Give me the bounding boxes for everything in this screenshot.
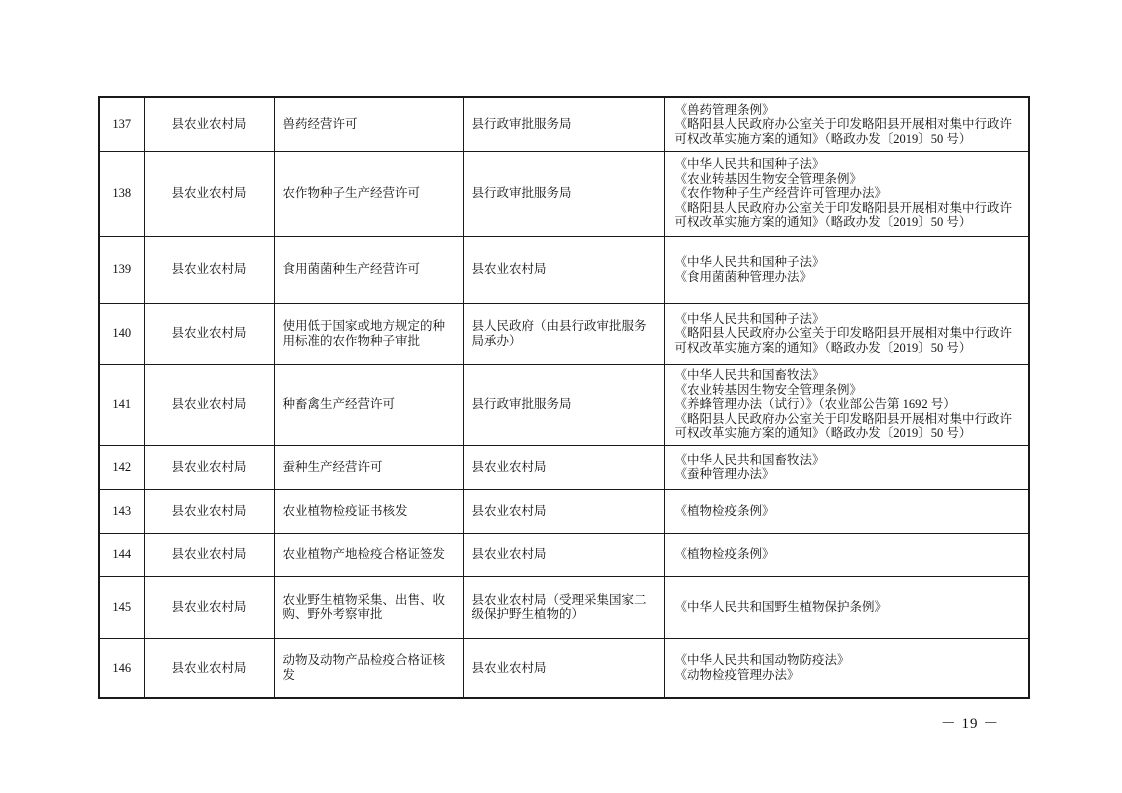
legal-basis-line: 《略阳县人民政府办公室关于印发略阳县开展相对集中行政许可权改革实施方案的通知》（略政办发〔2019〕50 号） (674, 117, 1013, 146)
legal-basis-cell (664, 97, 1029, 151)
table-row (99, 364, 1029, 445)
legal-basis-cell (664, 638, 1029, 698)
row-number: 146 (99, 638, 144, 698)
table-row (99, 445, 1029, 489)
legal-basis-line: 《养蜂管理办法（试行）》（农业部公告第 1692 号） (674, 397, 956, 412)
department-cell: 县农业农村局 (144, 533, 274, 576)
legal-basis-line: 《农作物种子生产经营许可管理办法》 (674, 186, 888, 201)
legal-basis-line: 《食用菌菌种管理办法》 (674, 269, 813, 284)
legal-basis-line: 《略阳县人民政府办公室关于印发略阳县开展相对集中行政许可权改革实施方案的通知》（略政办发〔2019〕50 号） (674, 411, 1013, 441)
department-cell: 县农业农村局 (144, 151, 274, 236)
legal-basis-cell (664, 364, 1029, 445)
legal-basis-line: 《中华人民共和国野生植物保护条例》 (674, 599, 888, 614)
row-number: 145 (99, 576, 144, 638)
legal-basis-cell (664, 576, 1029, 638)
legal-basis-cell (664, 151, 1029, 236)
implementing-agency-cell: 县行政审批服务局 (463, 97, 664, 151)
row-number: 143 (99, 489, 144, 533)
row-number: 139 (99, 236, 144, 303)
implementing-agency-cell: 县行政审批服务局 (463, 364, 664, 445)
department-cell: 县农业农村局 (144, 489, 274, 533)
table-row (99, 236, 1029, 303)
legal-basis-cell (664, 489, 1029, 533)
item-name-cell: 使用低于国家或地方规定的种用标准的农作物种子审批 (274, 303, 463, 364)
table-row (99, 303, 1029, 364)
legal-basis-line: 《农业转基因生物安全管理条例》 (674, 382, 863, 397)
table-row (99, 151, 1029, 236)
table-row (99, 97, 1029, 151)
legal-basis-line: 《蚕种管理办法》 (674, 467, 775, 481)
legal-basis-line: 《中华人民共和国种子法》 (674, 255, 825, 269)
department-cell: 县农业农村局 (144, 445, 274, 489)
item-name-cell: 食用菌菌种生产经营许可 (274, 236, 463, 303)
table-row (99, 533, 1029, 576)
department-cell: 县农业农村局 (144, 576, 274, 638)
department-cell: 县农业农村局 (144, 97, 274, 151)
row-number: 138 (99, 151, 144, 236)
implementing-agency-cell: 县人民政府（由县行政审批服务局承办） (463, 303, 664, 364)
approval-items-table (98, 96, 1030, 699)
department-cell: 县农业农村局 (144, 303, 274, 364)
item-name-cell: 兽药经营许可 (274, 97, 463, 151)
item-name-cell: 蚕种生产经营许可 (274, 445, 463, 489)
legal-basis-line: 《动物检疫管理办法》 (674, 667, 800, 682)
item-name-cell: 农业植物产地检疫合格证签发 (274, 533, 463, 576)
row-number: 141 (99, 364, 144, 445)
implementing-agency-cell: 县行政审批服务局 (463, 151, 664, 236)
legal-basis-line: 《中华人民共和国动物防疫法》 (674, 653, 850, 668)
row-number: 142 (99, 445, 144, 489)
item-name-cell: 农业植物检疫证书核发 (274, 489, 463, 533)
row-number: 144 (99, 533, 144, 576)
item-name-cell: 种畜禽生产经营许可 (274, 364, 463, 445)
item-name-cell: 农作物种子生产经营许可 (274, 151, 463, 236)
legal-basis-line: 《中华人民共和国畜牧法》 (674, 452, 825, 467)
item-name-cell: 动物及动物产品检疫合格证核发 (274, 638, 463, 698)
legal-basis-line: 《中华人民共和国种子法》 (674, 157, 825, 172)
legal-basis-line: 《植物检疫条例》 (674, 547, 775, 562)
page-number: － 19 － (940, 716, 1000, 732)
department-cell: 县农业农村局 (144, 638, 274, 698)
legal-basis-line: 《农业转基因生物安全管理条例》 (674, 171, 863, 186)
table-row (99, 638, 1029, 698)
row-number: 140 (99, 303, 144, 364)
legal-basis-cell (664, 303, 1029, 364)
table-row (99, 489, 1029, 533)
department-cell: 县农业农村局 (144, 236, 274, 303)
legal-basis-cell (664, 445, 1029, 489)
row-number: 137 (99, 97, 144, 151)
implementing-agency-cell: 县农业农村局 (463, 638, 664, 698)
implementing-agency-cell: 县农业农村局 (463, 533, 664, 576)
department-cell: 县农业农村局 (144, 364, 274, 445)
legal-basis-line: 《中华人民共和国种子法》 (674, 311, 825, 326)
legal-basis-line: 《兽药管理条例》 (674, 102, 775, 117)
implementing-agency-cell: 县农业农村局 (463, 445, 664, 489)
legal-basis-line: 《略阳县人民政府办公室关于印发略阳县开展相对集中行政许可权改革实施方案的通知》（略政办发〔2019〕50 号） (674, 326, 1013, 355)
implementing-agency-cell: 县农业农村局 (463, 236, 664, 303)
item-name-cell: 农业野生植物采集、出售、收购、野外考察审批 (274, 576, 463, 638)
legal-basis-line: 《植物检疫条例》 (674, 503, 775, 518)
implementing-agency-cell: 县农业农村局（受理采集国家二级保护野生植物的） (463, 576, 664, 638)
legal-basis-line: 《略阳县人民政府办公室关于印发略阳县开展相对集中行政许可权改革实施方案的通知》（略政办发〔2019〕50 号） (674, 200, 1013, 230)
legal-basis-cell (664, 236, 1029, 303)
legal-basis-line: 《中华人民共和国畜牧法》 (674, 368, 825, 383)
implementing-agency-cell: 县农业农村局 (463, 489, 664, 533)
legal-basis-cell (664, 533, 1029, 576)
table-row (99, 576, 1029, 638)
